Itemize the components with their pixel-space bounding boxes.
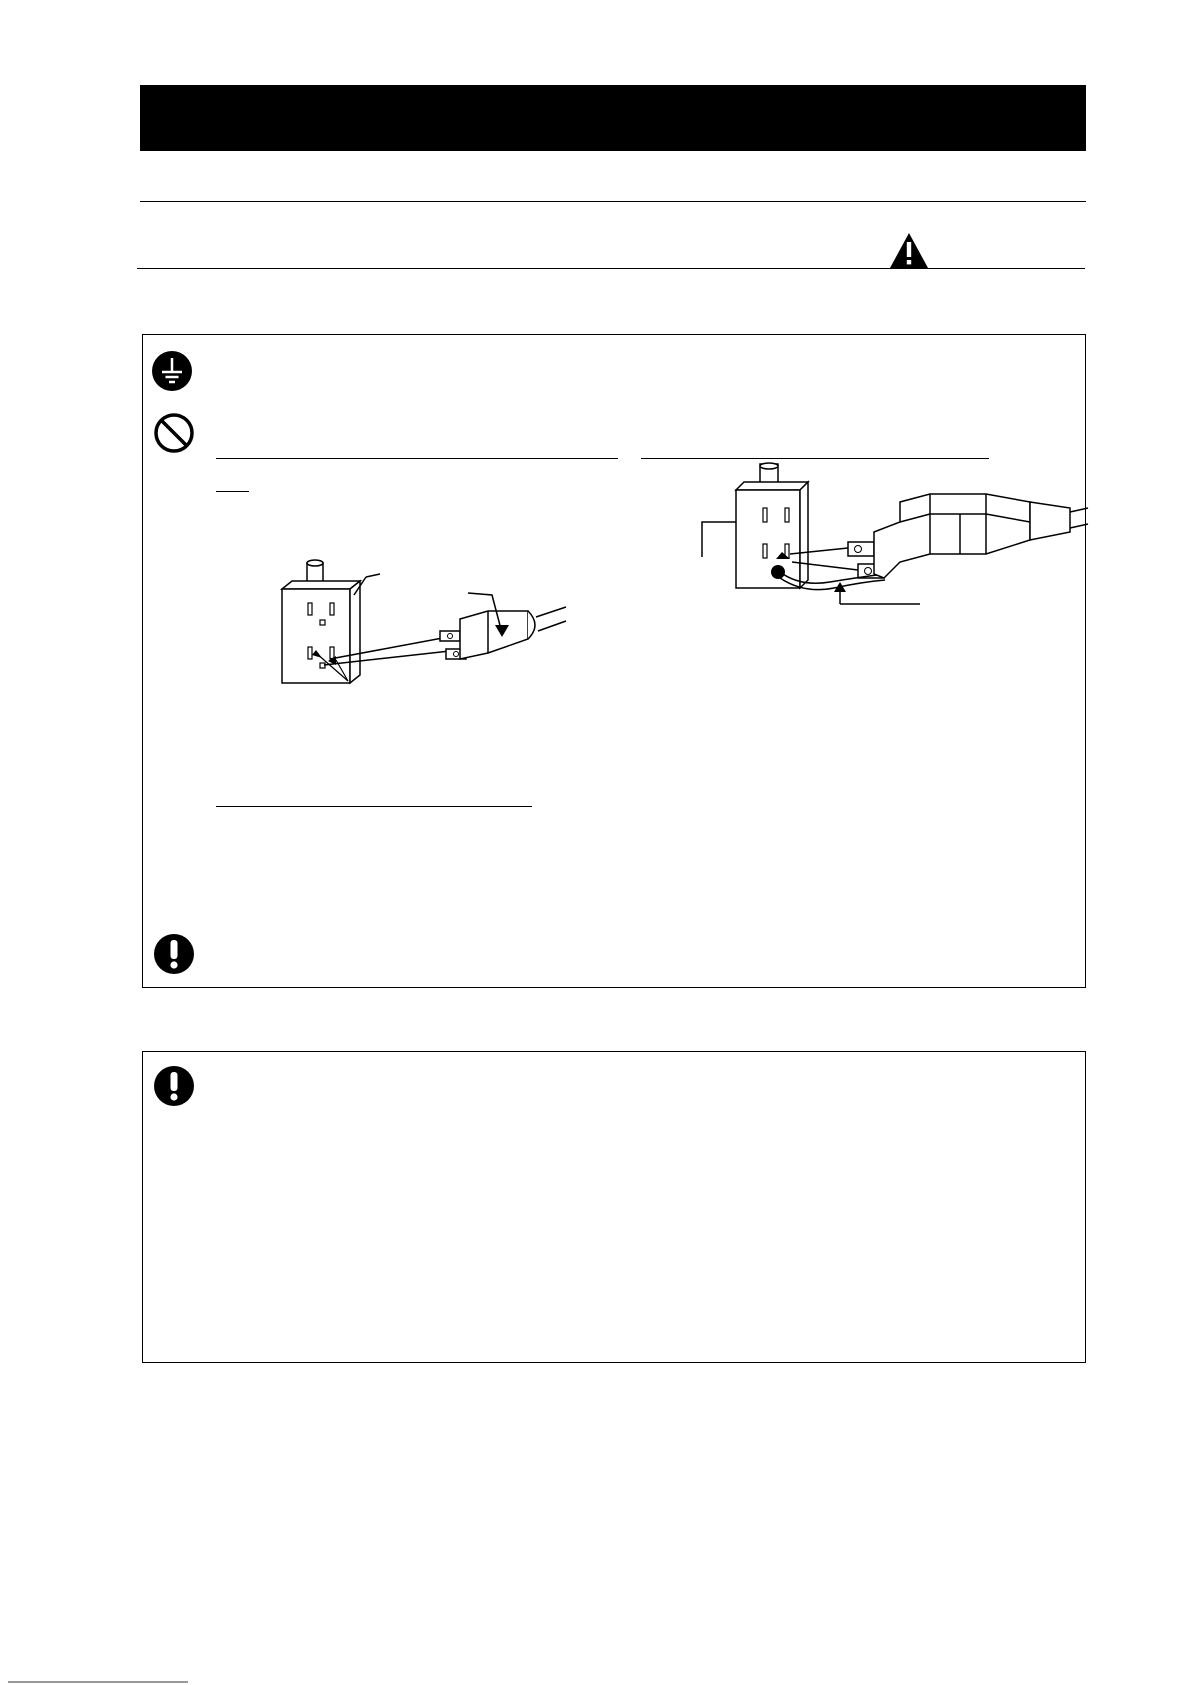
adapter-plug-figure xyxy=(700,462,1090,622)
safety-panel-2 xyxy=(142,1051,1086,1363)
mandatory-exclamation-icon xyxy=(153,933,195,975)
footer-fragment xyxy=(0,1674,200,1685)
prohibition-icon xyxy=(153,412,195,454)
warning-triangle-icon xyxy=(889,232,929,269)
section-rule-bottom xyxy=(137,268,1085,269)
caption-underline-right xyxy=(641,458,989,459)
section-rule-top xyxy=(140,201,1086,202)
header-bar xyxy=(140,85,1086,151)
mandatory-exclamation-icon xyxy=(153,1065,195,1107)
grounded-outlet-figure xyxy=(270,555,570,705)
caption-underline-short xyxy=(216,491,249,492)
caption-underline-left xyxy=(216,458,618,459)
ground-symbol-icon xyxy=(151,350,193,392)
caption-underline-lower xyxy=(216,806,532,807)
